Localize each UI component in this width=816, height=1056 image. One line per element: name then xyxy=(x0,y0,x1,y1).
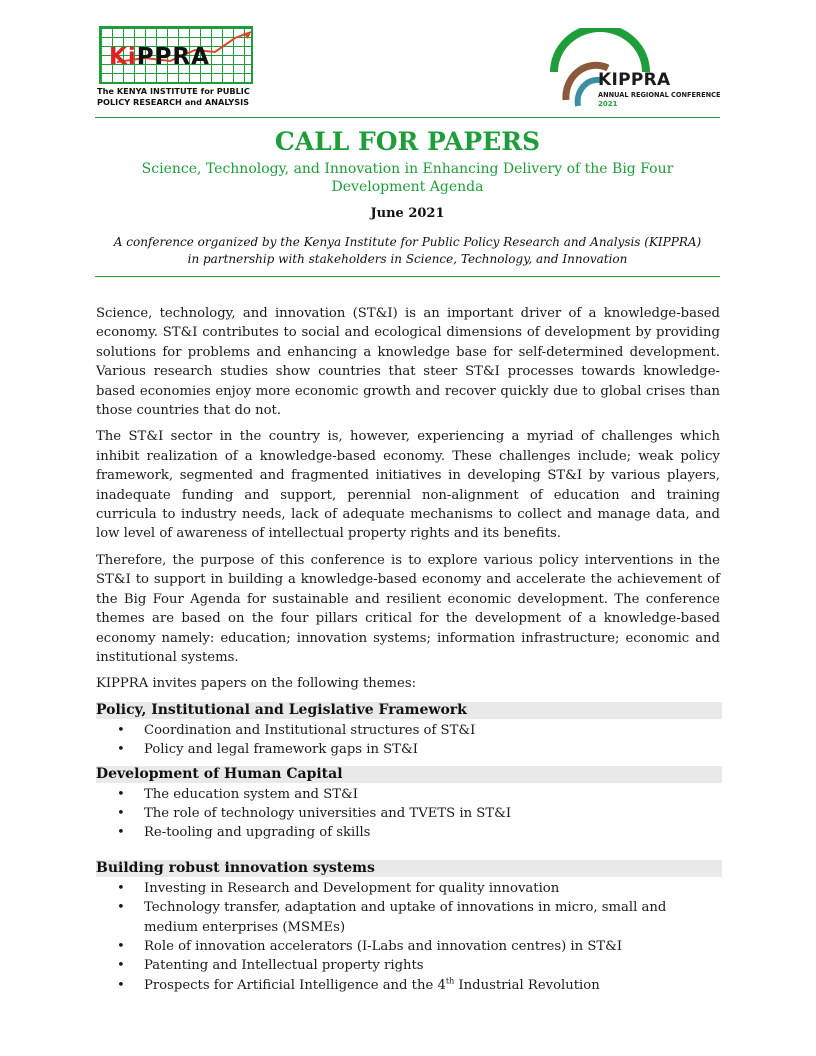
ai-item-text-end: Industrial Revolution xyxy=(454,977,600,993)
theme-heading-human-capital: Development of Human Capital xyxy=(96,766,722,783)
list-item: • The education system and ST&I xyxy=(96,785,720,804)
organizer-note xyxy=(95,234,720,268)
theme-heading-policy: Policy, Institutional and Legislative Framework xyxy=(96,702,722,719)
list-item: • Policy and legal framework gaps in ST&I xyxy=(96,740,720,759)
header-divider xyxy=(95,117,720,118)
invitation-paragraph: KIPPRA invites papers on the following themes: xyxy=(96,676,417,692)
theme-list-policy xyxy=(96,721,720,760)
organizer-line2: in partnership with stakeholders in Science, Technology, and Innovation xyxy=(187,252,628,266)
intro-paragraph: Science, technology, and innovation (ST&I) is an important driver of a knowledge-based economy. ST&I contributes to social and ecological dimensions of development by providing solutions for problems and enhancing a knowledge base for self-determined development. Various research studies show countries that steer ST&I processes towards knowledge-based economies enjoy more economic growth and recover quickly due to global crises than those countries that do not. xyxy=(96,306,720,419)
logo-wordmark xyxy=(109,44,249,70)
title-divider xyxy=(95,276,720,277)
page-subtitle xyxy=(95,160,720,196)
kippra-logo-left xyxy=(97,26,259,110)
document-body xyxy=(96,304,720,1001)
list-item: • The role of technology universities and TVETS in ST&I xyxy=(96,804,720,823)
conference-date: June 2021 xyxy=(370,206,445,221)
organizer-line1: A conference organized by the Kenya Institute for Public Policy Research and Analysis (KIPPRA) xyxy=(113,235,702,249)
list-item: • Role of innovation accelerators (I-Labs and innovation centres) in ST&I xyxy=(96,937,720,956)
page-title: CALL FOR PAPERS xyxy=(274,127,541,156)
theme-list-human-capital xyxy=(96,785,720,843)
tagline-line1: The KENYA INSTITUTE for PUBLIC xyxy=(97,86,250,96)
list-item: • Investing in Research and Development for quality innovation xyxy=(96,879,720,898)
theme-list-innovation-systems xyxy=(96,879,720,995)
purpose-paragraph: Therefore, the purpose of this conference is to explore various policy interventions in the ST&I to support in building a knowledge-based economy and accelerate the achievement of the Big Four Agenda for sustainable and resilient economic development. The conference themes are based on the four pillars critical for the development of a knowledge-based economy namely: education; innovation systems; information infrastructure; economic and institutional systems. xyxy=(96,552,720,665)
list-item: • Re-tooling and upgrading of skills xyxy=(96,823,720,842)
conference-logo-subtitle: ANNUAL REGIONAL CONFERENCE xyxy=(598,91,721,99)
conference-logo-name: KIPPRA xyxy=(598,70,671,90)
subtitle-line2: Development Agenda xyxy=(331,179,484,195)
conference-logo-right xyxy=(546,28,721,112)
tagline-line2: POLICY RESEARCH and ANALYSIS xyxy=(97,97,250,107)
wordmark-suffix: PPRA xyxy=(136,44,210,70)
theme-heading-innovation-systems: Building robust innovation systems xyxy=(96,860,722,877)
logo-tagline xyxy=(97,86,267,108)
list-item xyxy=(96,976,720,995)
ai-item-superscript: th xyxy=(445,976,455,986)
wordmark-dot: i xyxy=(127,44,137,70)
list-item: • Technology transfer, adaptation and uptake of innovations in micro, small and medium enterprises (MSMEs) xyxy=(96,898,720,937)
list-item: • Patenting and Intellectual property rights xyxy=(96,956,720,975)
wordmark-prefix: K xyxy=(109,44,128,70)
ai-item-text: Prospects for Artificial Intelligence and the 4 xyxy=(144,977,446,993)
subtitle-line1: Science, Technology, and Innovation in Enhancing Delivery of the Big Four xyxy=(141,161,674,177)
conference-logo-year: 2021 xyxy=(598,100,618,108)
list-item: • Coordination and Institutional structures of ST&I xyxy=(96,721,720,740)
challenges-paragraph: The ST&I sector in the country is, however, experiencing a myriad of challenges which inhibit realization of a knowledge-based economy. These challenges include; weak policy framework, segmented and fragmented initiatives in developing ST&I by various players, inadequate funding and support, perennial non-alignment of education and training curricula to industry needs, lack of adequate mechanisms to collect and manage data, and low level of awareness of intellectual property rights and its benefits. xyxy=(96,429,720,542)
